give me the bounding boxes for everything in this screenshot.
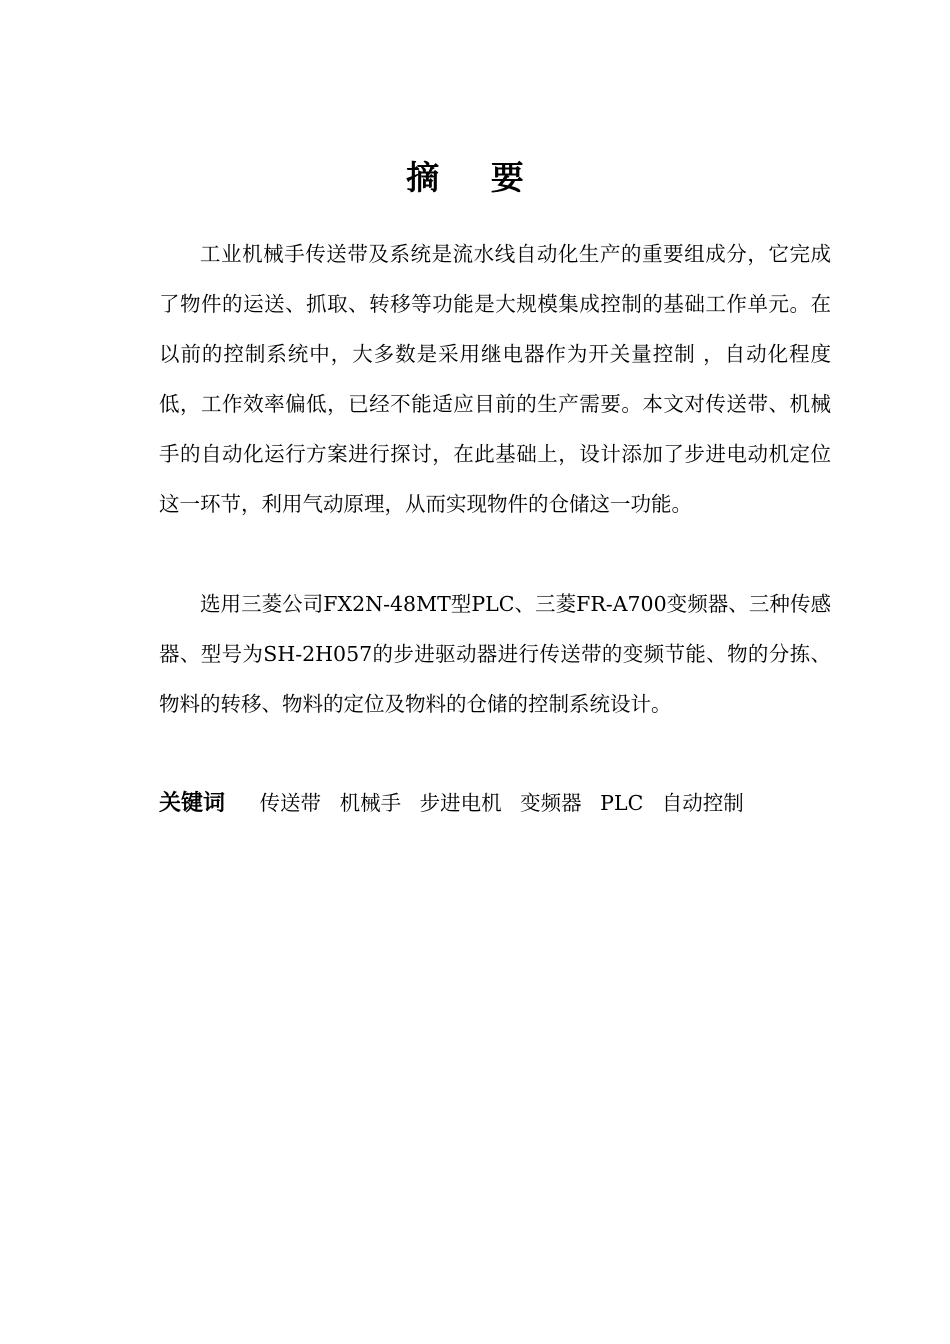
keyword: 步进电机	[419, 791, 502, 815]
paragraph-text: 选用三菱公司FX2N-48MT型PLC、三菱FR-A700变频器、三种传感器、型号为SH-2H057的步进驱动器进行传送带的变频节能、物的分拣、物料的转移、物料的定位及物料的仓储的控制系统设计。	[159, 592, 831, 716]
keyword: 传送带	[259, 791, 322, 815]
keyword: 机械手	[339, 791, 402, 815]
abstract-title: 摘 要	[406, 158, 544, 197]
paragraph-text: 工业机械手传送带及系统是流水线自动化生产的重要组成分，它完成了物件的运送、抓取、转移等功能是大规模集成控制的基础工作单元。在以前的控制系统中，大多数是采用继电器作为开关量控制 ，自动化程度低，工作效率偏低，已经不能适应目前的生产需要。本文对传送带、机械手的自动化运行方案进行探讨，在此基础上，设计添加了步进电动机定位这一环节，利用气动原理，从而实现物件的仓储这一功能。	[159, 242, 831, 516]
abstract-paragraph-1	[159, 229, 831, 529]
keyword: 变频器	[520, 791, 582, 815]
keywords-line	[159, 780, 859, 827]
keywords-label: 关键词	[159, 791, 226, 816]
keyword: PLC	[600, 791, 644, 815]
keyword: 自动控制	[661, 791, 744, 815]
abstract-paragraph-2	[159, 579, 831, 729]
